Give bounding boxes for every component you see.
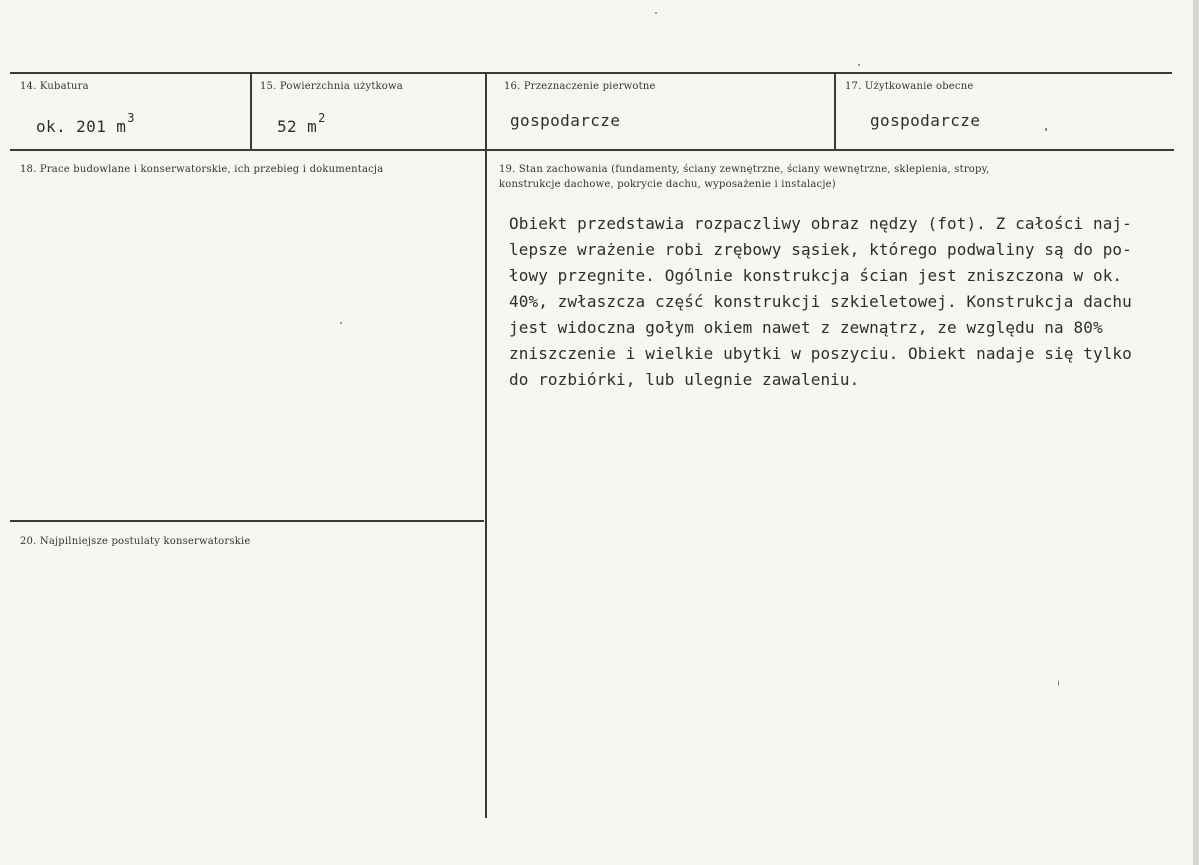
- field-postulaty-label: 20. Najpilniejsze postulaty konserwatorskie: [20, 536, 251, 547]
- left-column-divider: [10, 520, 484, 522]
- kubatura-value-text: ok. 201 m: [36, 117, 127, 136]
- divider-16-17: [834, 73, 836, 149]
- stan-text-line: 40%, zwłaszcza część konstrukcji szkieletowej. Konstrukcja dachu: [509, 292, 1132, 311]
- field-przeznaczenie-value: gospodarcze: [510, 111, 621, 130]
- stan-text-line: łowy przegnite. Ogólnie konstrukcja ścian jest zniszczona w ok.: [509, 266, 1123, 285]
- stan-text-line: Obiekt przedstawia rozpaczliwy obraz nędzy (fot). Z całości naj-: [509, 214, 1132, 233]
- field-prace-label: 18. Prace budowlane i konserwatorskie, ich przebieg i dokumentacja: [20, 164, 384, 175]
- field-przeznaczenie-label: 16. Przeznaczenie pierwotne: [504, 81, 656, 92]
- field-kubatura-label: 14. Kubatura: [20, 81, 89, 92]
- powierzchnia-value-text: 52 m: [277, 117, 318, 136]
- paper-speck: [1045, 128, 1047, 131]
- field-uzytkowanie-value: gospodarcze: [870, 111, 981, 130]
- stan-text-line: jest widoczna gołym okiem nawet z zewnątrz, ze względu na 80%: [509, 318, 1103, 337]
- field-stan-label-line1: 19. Stan zachowania (fundamenty, ściany zewnętrzne, ściany wewnętrzne, sklepienia, stropy,: [499, 164, 990, 175]
- field-powierzchnia-label: 15. Powierzchnia użytkowa: [260, 81, 403, 92]
- field-stan-label-line2: konstrukcje dachowe, pokrycie dachu, wyposażenie i instalacje): [499, 179, 836, 190]
- paper-speck: [340, 322, 342, 324]
- field-uzytkowanie-label: 17. Użytkowanie obecne: [845, 81, 974, 92]
- paper-speck: [858, 64, 860, 66]
- paper-speck: [1058, 680, 1059, 686]
- powierzchnia-unit-exponent: 2: [318, 111, 326, 125]
- row-divider: [10, 149, 1174, 151]
- card-edge-shadow: [1193, 0, 1199, 865]
- divider-15-16: [485, 73, 487, 818]
- field-stan-text: [509, 211, 1132, 393]
- paper-speck: [655, 12, 657, 14]
- stan-text-line: zniszczenie i wielkie ubytki w poszyciu. Obiekt nadaje się tylko: [509, 344, 1132, 363]
- divider-14-15: [250, 73, 252, 149]
- field-kubatura-value: [36, 111, 135, 136]
- kubatura-unit-exponent: 3: [127, 111, 135, 125]
- stan-text-line: lepsze wrażenie robi zrębowy sąsiek, którego podwaliny są do po-: [509, 240, 1132, 259]
- stan-text-line: do rozbiórki, lub ulegnie zawaleniu.: [509, 370, 860, 389]
- top-rule: [10, 72, 1172, 74]
- field-powierzchnia-value: [277, 111, 326, 136]
